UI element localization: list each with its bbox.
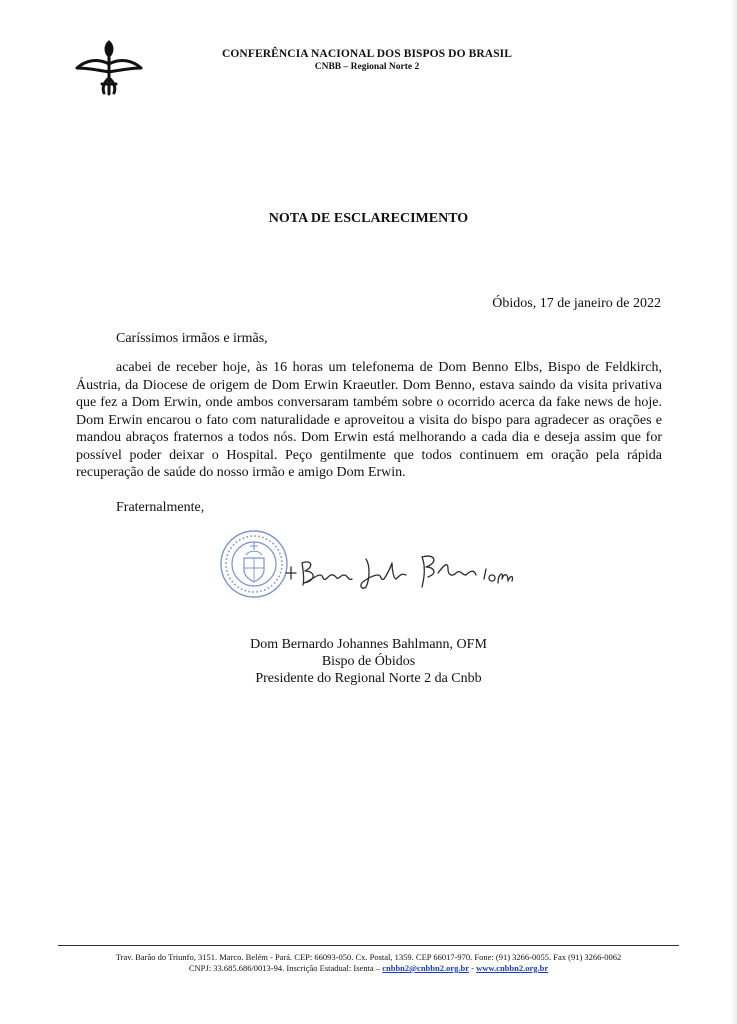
footer-contact [0, 952, 737, 974]
page-edge-shadow [731, 0, 737, 1024]
signatory-position: Presidente do Regional Norte 2 da Cnbb [255, 671, 482, 686]
salutation: Caríssimos irmãos e irmãs, [116, 331, 268, 346]
footer-cnpj: CNPJ: 33.685.686/0013-94. Inscrição Estadual: Isenta – [188, 963, 383, 973]
footer-separator: - [469, 963, 477, 973]
document-title: NOTA DE ESCLARECIMENTO [268, 211, 469, 226]
footer-address: Trav. Barão do Triunfo, 3151. Marco. Belém - Pará. CEP: 66093-050. Cx. Postal, 1359. CEP 66017-970. Fone: (91) 3266-0055. Fax (91) 3266-0062 [115, 952, 622, 962]
handwritten-signature [282, 545, 514, 593]
signatory-name: Dom Bernardo Johannes Bahlmann, OFM [250, 637, 487, 652]
dove-cross-logo-icon [74, 38, 144, 98]
signatory-block [0, 636, 737, 687]
footer-divider [58, 945, 679, 946]
closing-line: Fraternalmente, [116, 500, 205, 515]
organization-header [200, 48, 534, 74]
body-paragraph: acabei de receber hoje, às 16 horas um telefonema de Dom Benno Elbs, Bispo de Feldkirch, Áustria, da Diocese de origem de Dom Erwin Kraeutler. Dom Benno, estava saindo da visita privativa que fez a Dom Erwin, onde ambos conversaram também sobre o ocorrido acerca da fake news de hoje. Dom Erwin encarou o fato com naturalidade e aproveitou a visita do bispo para agradecer as orações e mandou abraços fraternos a todos nós. Dom Erwin está melhorando a cada dia e deseja assim que for possível poder deixar o Hospital. Peço gentilmente que todos continuem em oração pela rápida recuperação de saúde do nosso irmão e amigo Dom Erwin. [76, 360, 662, 480]
organization-name: CONFERÊNCIA NACIONAL DOS BISPOS DO BRASIL [221, 48, 513, 60]
footer-registration [0, 963, 737, 974]
document-date: Óbidos, 17 de janeiro de 2022 [492, 296, 661, 311]
email-link[interactable]: cnbbn2@cnbbn2.org.br [382, 963, 470, 973]
website-link[interactable]: www.cnbbn2.org.br [476, 963, 549, 973]
organization-subtitle: CNBB – Regional Norte 2 [314, 62, 420, 72]
signatory-role: Bispo de Óbidos [321, 654, 416, 669]
episcopal-seal-stamp [218, 528, 290, 600]
